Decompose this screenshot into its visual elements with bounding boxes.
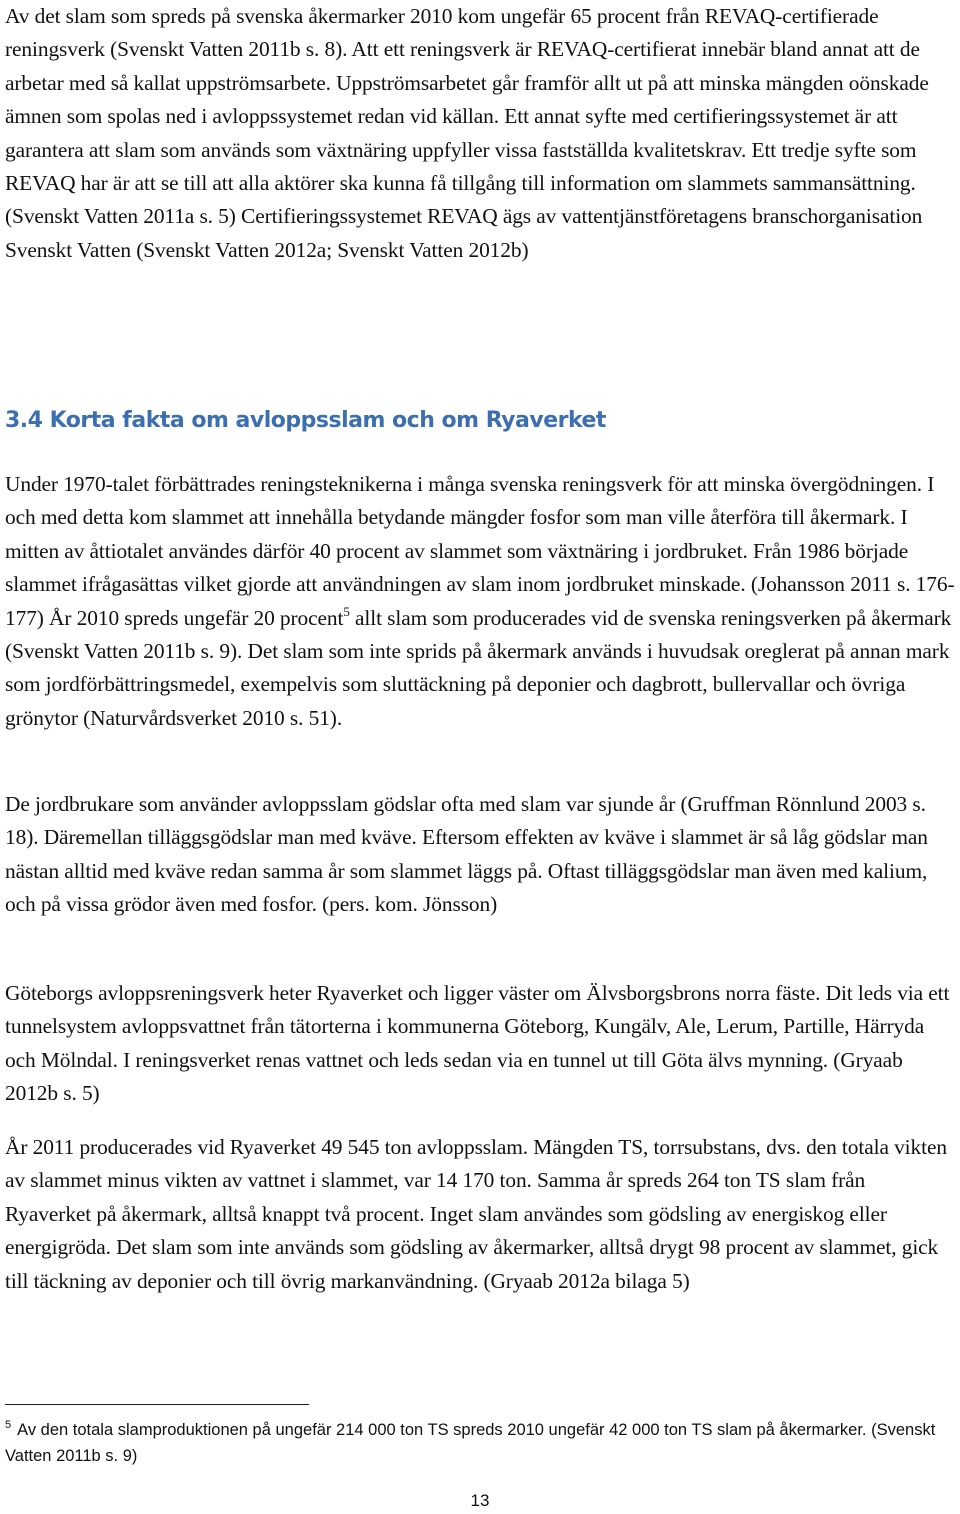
paragraph-history [5,468,955,735]
footnote-divider [5,1404,309,1405]
footnote-text: Av den totala slamproduktionen på ungefär 214 000 ton TS spreds 2010 ungefär 42 000 ton TS slam på åkermarker. (Svenskt Vatten 2011b s. 9) [5,1421,936,1465]
page-number: 13 [470,1491,490,1510]
paragraph-history-part-2: allt slam som producerades vid de svenska reningsverken på åkermark (Svenskt Vatten 2011b s. 9). Det slam som inte sprids på åkermark används i huvudsak oreglerat på annan mark som jordförbättringsmedel, exempelvis som sluttäckning på deponier och dagbrott, bullervallar och övriga grönytor (Naturvårdsverket 2010 s. 51). [5,605,952,730]
footnote [5,1418,955,1469]
paragraph-ryaverket: Göteborgs avloppsreningsverk heter Ryaverket och ligger väster om Älvsborgsbrons norra fäste. Dit leds via ett tunnelsystem avloppsvattnet från tätorterna i kommunerna Göteborg, Kungälv, Ale, Lerum, Partille, Härryda och Mölndal. I reningsverket renas vattnet och leds sedan via en tunnel ut till Göta älvs mynning. (Gryaab 2012b s. 5) [5,981,950,1106]
footnote-number: 5 [5,1419,12,1431]
paragraph-history-part-1: Under 1970-talet förbättrades reningsteknikerna i många svenska reningsverk för att minska övergödningen. I och med detta kom slammet att innehålla betydande mängder fosfor som man ville återföra till åkermark. I mitten av åttiotalet användes därför 40 procent av slammet som växtnäring i jordbruket. Från 1986 började slammet ifrågasättas vilket gjorde att användningen av slam inom jordbruket minskade. (Johansson 2011 s. 176-177) År 2010 spreds ungefär 20 procent [5,472,955,630]
section-heading: 3.4 Korta fakta om avloppsslam och om Ryaverket [5,408,606,433]
paragraph-production: År 2011 producerades vid Ryaverket 49 545 ton avloppsslam. Mängden TS, torrsubstans, dvs. den totala vikten av slammet minus vikten av vattnet i slammet, var 14 170 ton. Samma år spreds 264 ton TS slam från Ryaverket på åkermark, alltså knappt två procent. Inget slam användes som gödsling av energiskog eller energigröda. Det slam som inte används som gödsling av åkermarker, alltså drygt 98 procent av slammet, gick till täckning av deponier och till övrig markanvändning. (Gryaab 2012a bilaga 5) [5,1135,947,1293]
footnote-reference[interactable]: 5 [343,603,350,619]
intro-paragraph: Av det slam som spreds på svenska åkermarker 2010 kom ungefär 65 procent från REVAQ-certifierade reningsverk (Svenskt Vatten 2011b s. 8). Att ett reningsverk är REVAQ-certifierat innebär bland annat att de arbetar med så kallat uppströmsarbete. Uppströmsarbetet går framför allt ut på att minska mängden oönskade ämnen som spolas ned i avloppssystemet redan vid källan. Ett annat syfte med certifieringssystemet är att garantera att slam som används som växtnäring uppfyller vissa fastställda kvalitetskrav. Ett tredje syfte som REVAQ har är att se till att alla aktörer ska kunna få tillgång till information om slammets sammansättning. (Svenskt Vatten 2011a s. 5) Certifieringssystemet REVAQ ägs av vattentjänstföretagens branschorganisation Svenskt Vatten (Svenskt Vatten 2012a; Svenskt Vatten 2012b) [5,4,929,262]
paragraph-farmers: De jordbrukare som använder avloppsslam gödslar ofta med slam var sjunde år (Gruffman Rönnlund 2003 s. 18). Däremellan tilläggsgödslar man med kväve. Eftersom effekten av kväve i slammet är så låg gödslar man nästan alltid med kväve redan samma år som slammet läggs på. Oftast tilläggsgödslar man även med kalium, och på vissa grödor även med fosfor. (pers. kom. Jönsson) [5,792,928,917]
